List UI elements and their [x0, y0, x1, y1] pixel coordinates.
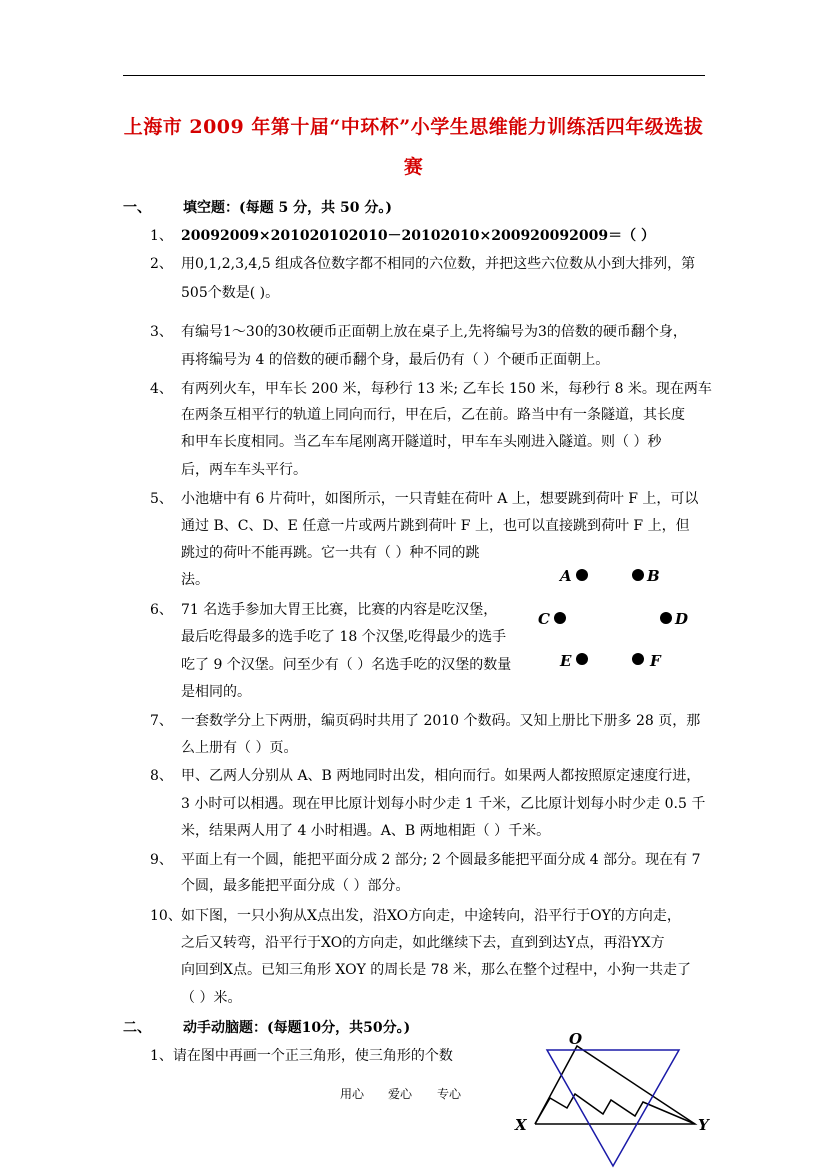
lily-pad-f	[632, 653, 644, 665]
question-text: 在两条互相平行的轨道上同向而行，甲在后，乙在前。路当中有一条隧道，其长度	[181, 407, 685, 423]
question-text: 法。	[181, 572, 209, 588]
question-text: 后，两车车头平行。	[181, 462, 307, 478]
question-number: 9、	[150, 852, 173, 868]
lily-label-c: C	[538, 610, 550, 628]
lily-pad-b	[632, 569, 644, 581]
vertex-label-y: Y	[698, 1116, 709, 1134]
question-text: 最后吃得最多的选手吃了 18 个汉堡,吃得最少的选手	[181, 629, 507, 645]
question-number: 8、	[150, 768, 173, 784]
question-text: 个圆，最多能把平面分成（ ）部分。	[181, 878, 410, 894]
question-text: 如下图，一只小狗从X点出发，沿XO方向走，中途转向，沿平行于OY的方向走，	[181, 908, 681, 924]
question-text: 是相同的。	[181, 684, 251, 700]
question-number: 5、	[150, 491, 173, 507]
section-heading: 填空题：(每题 5 分，共 50 分。)	[183, 200, 392, 216]
question-text: 小池塘中有 6 片荷叶，如图所示，一只青蛙在荷叶 A 上，想要跳到荷叶 F 上，可以	[181, 491, 699, 507]
question-text: 71 名选手参加大胃王比赛，比赛的内容是吃汉堡，	[181, 602, 498, 618]
lily-label-f: F	[650, 652, 661, 670]
question-text: 有编号1～30的30枚硬币正面朝上放在桌子上,先将编号为3的倍数的硬币翻个身，	[181, 324, 687, 340]
question-text: 用0,1,2,3,4,5 组成各位数字都不相同的六位数，并把这些六位数从小到大排列，第	[181, 256, 696, 272]
question-text: 505个数是( )。	[181, 285, 280, 301]
question-text: 向回到X点。已知三角形 XOY 的周长是 78 米，那么在整个过程中，小狗一共走了	[181, 962, 692, 978]
question-text: （ ）米。	[181, 990, 242, 1006]
page-title-cont: 赛	[403, 156, 424, 178]
lily-pad-e	[576, 653, 588, 665]
question-number: 2、	[150, 256, 173, 272]
lily-pad-d	[660, 612, 672, 624]
lily-label-d: D	[675, 610, 689, 628]
footer-text: 爱心	[388, 1087, 413, 1101]
section-number: 一、	[123, 200, 151, 216]
triangle-xoy-diagram	[505, 1028, 727, 1170]
lily-label-a: A	[560, 567, 572, 585]
lily-pad-diagram	[530, 560, 700, 675]
lily-pad-a	[576, 569, 588, 581]
lily-label-e: E	[560, 652, 572, 670]
question-text: 20092009×201020102010－20102010×200920092009＝（ ）	[181, 228, 655, 244]
question-text: 米，结果两人用了 4 小时相遇。A、B 两地相距（ ）千米。	[181, 823, 551, 839]
question-number: 6、	[150, 602, 173, 618]
triangle-xoy	[535, 1046, 695, 1124]
vertex-label-o: O	[569, 1030, 583, 1048]
problem-text: 1、请在图中再画一个正三角形，使三角形的个数	[150, 1048, 453, 1064]
question-number: 4、	[150, 381, 173, 397]
question-number: 3、	[150, 324, 173, 340]
question-text: 跳过的荷叶不能再跳。它一共有（ ）种不同的跳	[181, 545, 480, 561]
question-text: 有两列火车，甲车长 200 米，每秒行 13 米; 乙车长 150 米，每秒行 8 米。现在两车	[181, 381, 712, 397]
footer-text: 用心	[340, 1087, 365, 1101]
question-text: 和甲车长度相同。当乙车车尾刚离开隧道时，甲车车头刚进入隧道。则（ ）秒	[181, 434, 662, 450]
section-number: 二、	[123, 1020, 151, 1036]
header-rule	[123, 75, 705, 76]
question-text: 再将编号为 4 的倍数的硬币翻个身，最后仍有（ ）个硬币正面朝上。	[181, 352, 610, 368]
section-heading: 动手动脑题：(每题10分，共50分。)	[183, 1020, 411, 1036]
lily-label-b: B	[647, 567, 660, 585]
question-text: 3 小时可以相遇。现在甲比原计划每小时少走 1 千米，乙比原计划每小时少走 0.5 千	[181, 796, 706, 812]
question-number: 1、	[150, 228, 173, 244]
question-text: 么上册有（ ）页。	[181, 740, 298, 756]
question-number: 7、	[150, 713, 173, 729]
question-text: 吃了 9 个汉堡。问至少有（ ）名选手吃的汉堡的数量	[181, 657, 512, 673]
question-text: 平面上有一个圆，能把平面分成 2 部分; 2 个圆最多能把平面分成 4 部分。现在有 7	[181, 852, 701, 868]
vertex-label-x: X	[515, 1116, 527, 1134]
footer-text: 专心	[437, 1087, 462, 1101]
question-text: 一套数学分上下两册，编页码时共用了 2010 个数码。又知上册比下册多 28 页，那	[181, 713, 701, 729]
question-number: 10、	[150, 908, 182, 924]
question-text: 之后又转弯，沿平行于XO的方向走，如此继续下去，直到到达Y点，再沿YX方	[181, 935, 665, 951]
page-title: 上海市 2009 年第十届“中环杯”小学生思维能力训练活四年级选拔	[123, 116, 704, 138]
question-text: 甲、乙两人分别从 A、B 两地同时出发，相向而行。如果两人都按照原定速度行进，	[181, 768, 701, 784]
question-text: 通过 B、C、D、E 任意一片或两片跳到荷叶 F 上，也可以直接跳到荷叶 F 上，但	[181, 518, 690, 534]
lily-pad-c	[554, 612, 566, 624]
